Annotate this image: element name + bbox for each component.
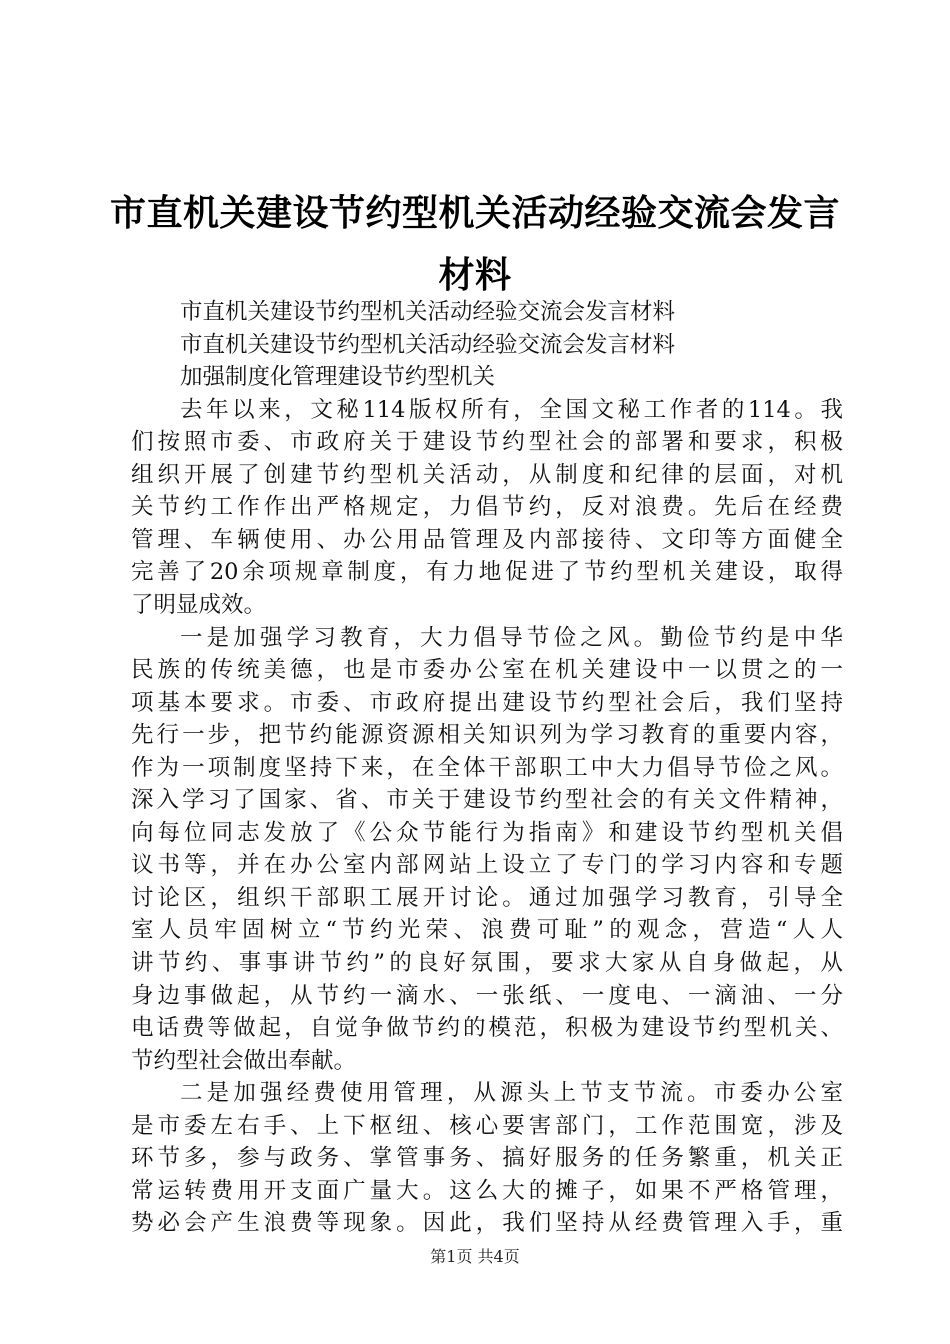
body-line: 议书等，并在办公室内部网站上设立了专门的学习内容和专题 (131, 852, 843, 878)
body-line: 关节约工作作出严格规定，力倡节约，反对浪费。先后在经费 (131, 494, 843, 520)
body-line: 作为一项制度坚持下来，在全体干部职工中大力倡导节俭之风。 (131, 755, 843, 781)
page-footer: 第1页 共4页 (430, 1247, 520, 1266)
body-line: 深入学习了国家、省、市关于建设节约型社会的有关文件精神， (131, 787, 843, 813)
body-line: 势必会产生浪费等现象。因此，我们坚持从经费管理入手，重 (131, 1210, 843, 1236)
body-line: 室人员牢固树立“节约光荣、浪费可耻”的观念，营造“人人 (131, 917, 843, 943)
body-line: 身边事做起，从节约一滴水、一张纸、一度电、一滴油、一分 (131, 983, 843, 1009)
body-line: 民族的传统美德，也是市委办公室在机关建设中一以贯之的一 (131, 657, 843, 683)
body-line: 电话费等做起，自觉争做节约的模范，积极为建设节约型机关、 (131, 1015, 843, 1041)
body-line: 加强制度化管理建设节约型机关 (180, 364, 496, 390)
body-line: 去年以来，文秘114版权所有，全国文秘工作者的114。我 (180, 397, 843, 423)
body-line: 们按照市委、市政府关于建设节约型社会的部署和要求，积极 (131, 429, 843, 455)
body-line: 常运转费用开支面广量大。这么大的摊子，如果不严格管理， (131, 1178, 843, 1204)
body-line: 了明显成效。 (131, 592, 267, 618)
body-line: 是市委左右手、上下枢纽、核心要害部门，工作范围宽，涉及 (131, 1113, 843, 1139)
body-line: 讨论区，组织干部职工展开讨论。通过加强学习教育，引导全 (131, 885, 843, 911)
document-title-line-2: 材料 (438, 255, 512, 296)
body-line: 项基本要求。市委、市政府提出建设节约型社会后，我们坚持 (131, 690, 843, 716)
body-line: 完善了20余项规章制度，有力地促进了节约型机关建设，取得 (131, 559, 843, 585)
body-line: 组织开展了创建节约型机关活动，从制度和纪律的层面，对机 (131, 462, 843, 488)
body-line: 二是加强经费使用管理，从源头上节支节流。市委办公室 (180, 1080, 843, 1106)
body-line: 管理、车辆使用、办公用品管理及内部接待、文印等方面健全 (131, 527, 843, 553)
body-line: 市直机关建设节约型机关活动经验交流会发言材料 (180, 332, 676, 358)
body-line: 环节多，参与政务、掌管事务、搞好服务的任务繁重，机关正 (131, 1145, 843, 1171)
body-line: 向每位同志发放了《公众节能行为指南》和建设节约型机关倡 (131, 820, 843, 846)
body-line: 节约型社会做出奉献。 (131, 1048, 357, 1074)
document-title-line-1: 市直机关建设节约型机关活动经验交流会发言 (109, 193, 840, 234)
body-line: 讲节约、事事讲节约”的良好氛围，要求大家从自身做起，从 (131, 950, 843, 976)
body-line: 市直机关建设节约型机关活动经验交流会发言材料 (180, 299, 676, 325)
body-line: 先行一步，把节约能源资源相关知识列为学习教育的重要内容， (131, 722, 843, 748)
body-line: 一是加强学习教育，大力倡导节俭之风。勤俭节约是中华 (180, 625, 843, 651)
